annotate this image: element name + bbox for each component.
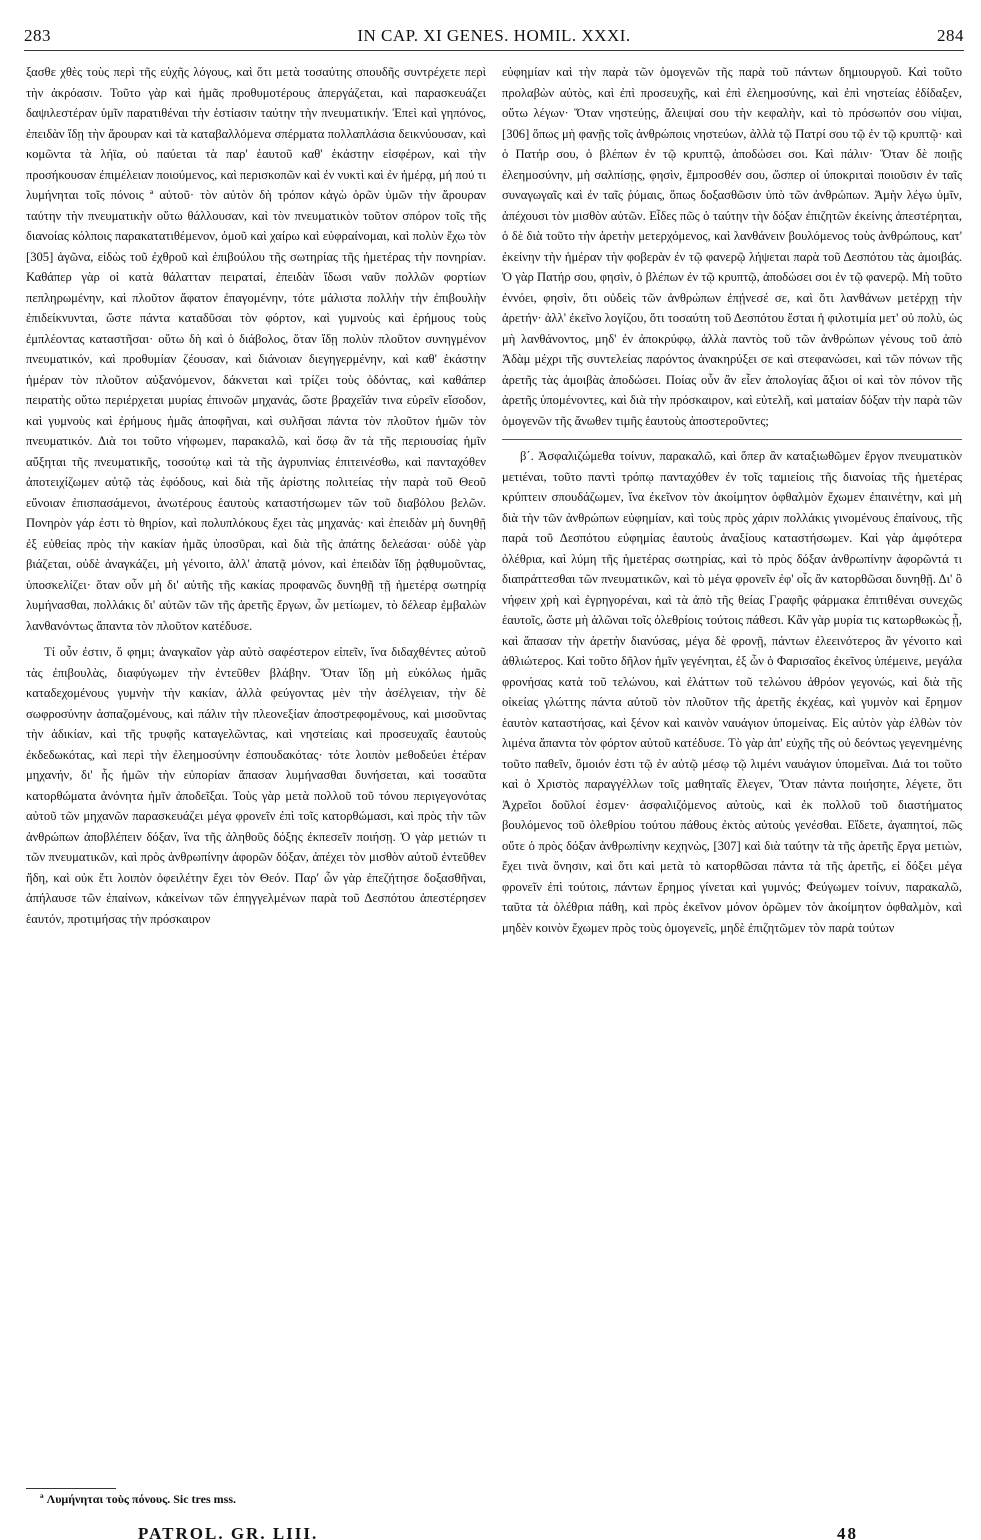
footnote-rule	[26, 1488, 116, 1489]
left-column	[26, 62, 486, 935]
running-header	[24, 26, 964, 50]
footnote: ª Λυμήνηται τοὺς πόνους. Sic tres mss.	[40, 1492, 236, 1506]
right-paragraph-2: β΄. Ἀσφαλιζώμεθα τοίνυν, παρακαλῶ, καὶ ὅπερ ἂν καταξιωθῶμεν ἔργον πνευματικὸν μετιέναι, τοῦτο παντὶ τρόπῳ πανταχόθεν ἐν τοῖς ταμιείοις τῆς διανοίας τῆς ἡμετέρας κρύπτειν σπουδάζωμεν, ἵνα ἐκεῖνον τὸν ἀκοίμητον ὀφθαλμὸν ἔχωμεν ἐπαινέτην, καὶ μὴ διὰ τὴν τῶν ἀνθρώπων εὐφημίαν, καὶ τοὺς πρὸς χάριν πολλάκις γινομένους ἐπαίνους, τῆς παρὰ τοῦ Δεσπότου εὐφημίας ἑαυτοὺς ἀναξίους καταστήσωμεν. Καὶ γὰρ ἀμφότερα ὀλέθρια, καὶ λύμη τῆς ἡμετέρας σωτηρίας, καὶ τὸ πρὸς δόξαν ἀνθρωπίνην ἀφορῶντά τι διαπράττεσθαι τῶν πνευματικῶν, καὶ τὸ μέγα φρονεῖν ἐφ' οἷς ἂν κατορθῶσαι δυνηθῇ. Δι' ὃ νήφειν χρὴ καὶ ἐγρηγορέναι, καὶ τὰ ἀπὸ τῆς θείας Γραφῆς φάρμακα ἐπιτιθέναι συνεχῶς ἑαυτοῖς, ὥστε μὴ ἁλῶναι τοῖς ὀλεθρίοις τούτοις πάθεσι. Κἂν γὰρ μυρία τις κατωρθωκὼς ᾖ, καὶ ἅπασαν τὴν ἀρετὴν διανύσας, μέγα δὲ φρονῇ, πάντων ἐλεεινότερος ἂν γένοιτο καὶ ἀθλιώτερος. Καὶ τοῦτο δῆλον ἡμῖν γεγένηται, ἐξ ὧν ὁ Φαρισαῖος ἐκεῖνος ὑπέμεινε, μεγάλα φρονήσας κατὰ τοῦ τελώνου, καὶ ἐλάττων τοῦ τελώνου ἀθρόον γεγονώς, καὶ διὰ τῆς οἰκείας γλώττης πάντα αὐτοῦ τὸν πλοῦτον τῆς ἀρετῆς ἐκχέας, καὶ γυμνὸν καὶ ἔρημον ἑαυτὸν καταστήσας, καὶ ξένον καὶ καινὸν ναυάγιον ὑπομείνας. Εἰς αὐτὸν γὰρ ἐλθὼν τὸν λιμένα ἅπαντα τὸν φόρτον αὐτοῦ κατέδυσε. Τὸ γὰρ ἀπ' εὐχῆς τῆς οὐ δεόντως γεγενημένης τοῦτο παθεῖν, ὅμοιόν ἐστι τῷ ἐν αὐτῷ μέσῳ τῷ λιμένι ναυάγιον ὑπομεῖναι. Διά τοι τοῦτο καὶ ὁ Χριστὸς παραγγέλλων τοῖς μαθηταῖς ἔλεγεν, Ὅταν πάντα ποιήσητε, λέγετε, ὅτι Ἀχρεῖοι δοῦλοί ἐσμεν· ἀσφαλιζόμενος αὐτοὺς, καὶ ἐκ πολλοῦ τοῦ διαστήματος βουλόμενος τοῦ ὀλεθρίου τούτου πάθους ἐκτὸς αὐτοὺς γενέσθαι. Εἴδετε, ἀγαπητοί, πῶς οὔτε ὁ πρὸς δόξαν ἀνθρωπίνην κεχηνὼς, [307] καὶ διὰ ταύτην τὰ τῆς ἀρετῆς ἔργα μετιὼν, ἔχει τινὰ ὄνησιν, καὶ ὅτι καὶ μετὰ τὸ κατορθῶσαι πάντα τὰ τῆς ἀρετῆς, εἰ δόξει μέγα φρονεῖν ἐπὶ τούτοις, πάντων ἔρημος γίνεται καὶ γυμνός; Φεύγωμεν τοίνυν, παρακαλῶ, ταῦτα τὰ ὀλέθρια πάθη, καὶ πρὸς ἐκεῖνον μόνον ὁρῶμεν τὸν ἀκοίμητον ὀφθαλμὸν, καὶ μηδὲν κοινὸν ἔχωμεν πρὸς τοὺς ὁμογενεῖς, μηδὲ ἐπιζητῶμεν τὸν παρὰ τούτων	[502, 439, 962, 938]
right-page-number: 284	[937, 26, 964, 45]
right-column	[502, 62, 962, 944]
footer-series: PATROL. GR. LIII.	[138, 1524, 319, 1540]
left-paragraph-2: Τί οὖν ἐστιν, ὅ φημι; ἀναγκαῖον γὰρ αὐτὸ σαφέστερον εἰπεῖν, ἵνα διδαχθέντες αὐτοῦ τὰς ἐπιβουλὰς, διαφύγωμεν τὴν ἐντεῦθεν βλάβην. Ὅταν ἴδῃ μὴ εὐκόλως ἡμᾶς καταδεχομένους γυμνὴν τὴν κακίαν, ἀλλὰ φεύγοντας μὲν τὴν ἀσέλγειαν, τὴν δὲ σωφροσύνην ἀσπαζομένους, καὶ πάλιν τὴν πλεονεξίαν ἀποστρεφομένους, καὶ μισοῦντας τὴν ἀδικίαν, καὶ τῆς τρυφῆς καταγελῶντας, καὶ νηστείαις καὶ προσευχαῖς ἑαυτοὺς ἐκδεδωκότας, καὶ περὶ τὴν ἐλεημοσύνην ἐσπουδακότας· τότε λοιπὸν μεθοδεύει ἑτέραν μηχανήν, δι' ἧς ἡμῶν τὴν εὐπορίαν ἅπασαν λυμήνασθαι δυνήσεται, καὶ τοσαῦτα κατορθώματα ἀνόνητα ἡμῖν ἀποδεῖξαι. Τοὺς γὰρ μετὰ πολλοῦ τοῦ τόνου περιγεγονότας αὐτοῦ τῶν μηχανῶν παρασκευάζει μέγα φρονεῖν ἐπὶ τοῖς κατορθώμασι, καὶ πρὸς τὴν τῶν ἀνθρώπων ἀποβλέπειν δόξαν, ἵνα τῆς ἀληθοῦς δόξης ἐκπεσεῖν ποιήσῃ. Ὁ γὰρ μετιών τι τῶν πνευματικῶν, καὶ πρὸς ἀνθρωπίνην ἀφορῶν δόξαν, ἀπέχει τὸν μισθὸν αὐτοῦ ἐντεῦθεν ἤδη, καὶ οὐκ ἔτι λοιπὸν ὀφειλέτην ἔχει τὸν Θεόν. Παρ' ὧν γὰρ ἐπεζήτησε δοξασθῆναι, ἀπήλαυσε τῶν ἐπαίνων, κἀκείνων τῶν ἐπηγγελμένων παρὰ τοῦ Δεσπότου ἀπεστέρησεν ἑαυτόν, προτιμήσας τὴν πρόσκαιρον	[26, 645, 486, 926]
right-paragraph-1: εὐφημίαν καὶ τὴν παρὰ τῶν ὁμογενῶν τῆς παρὰ τοῦ πάντων δημιουργοῦ. Καὶ τοῦτο προλαβὼν αὐτὸς, καὶ ἐπὶ προσευχῆς, καὶ ἐπὶ ἐλεημοσύνης, καὶ ἐπὶ νηστείας ἐδίδαξεν, οὕτω λέγων· Ὅταν νηστεύῃς, ἄλειψαί σου τὴν κεφαλὴν, καὶ τὸ πρόσωπόν σου νίψαι, [306] ὅπως μὴ φανῇς τοῖς ἀνθρώποις νηστεύων, ἀλλὰ τῷ Πατρί σου τῷ ἐν τῷ κρυπτῷ· καὶ ὁ Πατήρ σου, ὁ βλέπων ἐν τῷ κρυπτῷ, ἀποδώσει σοι. Καὶ πάλιν· Ὅταν δὲ ποιῇς ἐλεημοσύνην, μὴ σαλπίσῃς, φησὶν, ἔμπροσθέν σου, ὥσπερ οἱ ὑποκριταὶ ποιοῦσιν ἐν ταῖς συναγωγαῖς καὶ ἐν ταῖς ῥύμαις, ὅπως δοξασθῶσιν ὑπὸ τῶν ἀνθρώπων. Ἀμὴν λέγω ὑμῖν, ἀπέχουσι τὸν μισθὸν αὐτῶν. Εἶδες πῶς ὁ ταύτην τὴν δόξαν ἐπιζητῶν ἐκείνης ἀπεστέρηται, ὁ δὲ διὰ τοῦτο τὴν ἀρετὴν μετερχόμενος, καὶ λανθάνειν βουλόμενος τοὺς ἀνθρώπους, κατ' ἐκείνην τὴν ἡμέραν τὴν φοβερὰν ἐν τῷ φανερῷ λήψεται παρὰ τοῦ Δεσπότου τὰς ἀμοιβάς. Ὁ γὰρ Πατήρ σου, φησὶν, ὁ βλέπων ἐν τῷ κρυπτῷ, ἀποδώσει σοι ἐν τῷ φανερῷ. Μὴ τοῦτο ἐννόει, φησὶν, ὅτι οὐδεὶς τῶν ἀνθρώπων ἐπῄνεσέ σε, καὶ ὅτι λανθάνων μετέρχῃ τὴν ἀρετήν· ἀλλ' ἐκεῖνο λογίζου, ὅτι τοσαύτη τοῦ Δεσπότου ἔσται ἡ φιλοτιμία μετ' οὐ πολὺ, ὡς μὴ λανθάνοντος, μηδ' ἐν ἀποκρύφῳ, ἀλλὰ παντὸς τοῦ τῶν ἀνθρώπων γένους τοῦ ἀπὸ Ἀδὰμ μέχρι τῆς συντελείας παρόντος ἀνακηρύξει σε καὶ στεφανώσει, καὶ τῶν πόνων τῆς ἀρετῆς τὰς ἀμοιβὰς ἀποδώσει. Ποίας οὖν ἂν εἶεν ἀπολογίας ἄξιοι οἱ καὶ τὸν πόνον τῆς ἀρετῆς ὑπομένοντες, καὶ διὰ τὴν πρόσκαιρον, καὶ εὐτελῆ, καὶ ματαίαν δόξαν τὴν παρὰ τῶν ὁμογενῶν τῆς ἄνωθεν τιμῆς ἑαυτοὺς ἀποστεροῦντες;	[502, 65, 962, 428]
header-rule	[24, 50, 964, 51]
left-page-number: 283	[24, 26, 51, 45]
footer-signature: 48	[837, 1524, 858, 1540]
page-footer	[138, 1524, 858, 1540]
left-paragraph-1: ξασθε χθὲς τοὺς περὶ τῆς εὐχῆς λόγους, καὶ ὅτι μετὰ τοσαύτης σπουδῆς συντρέχετε περὶ τὴν ἀκρόασιν. Τοῦτο γὰρ καὶ ἡμᾶς προθυμοτέρους ἀπεργάζεται, καὶ παρασκευάζει δαψιλεστέραν ὑμῖν παρατιθέναι τὴν ἑστίασιν ταύτην τὴν πνευματικήν. Ἐπεὶ καὶ γηπόνος, ἐπειδὰν ἴδῃ τὴν ἄρουραν καὶ τὰ καταβαλλόμενα σπέρματα πολλαπλάσια δεικνύουσαν, καὶ κομῶντα τὰ λήϊα, οὐ παύεται τὰ παρ' ἑαυτοῦ καθ' ἑκάστην εἰσφέρων, καὶ τὴν προσήκουσαν ἐπιμέλειαν ποιούμενος, καὶ περισκοπῶν καὶ ἐν νυκτὶ καὶ ἐν ἡμέρᾳ, μή πού τι λυμήνηται τοῖς πόνοις ª αὐτοῦ· τὸν αὐτὸν δὴ τρόπον κἀγὼ ὁρῶν ὑμῶν τὴν ἄρουραν ταύτην τὴν πνευματικὴν οὕτω θάλλουσαν, καὶ τὸν πνευματικὸν τοῦτον σπόρον τοῖς τῆς διανοίας κόλποις παρακατατιθέμενον, ὁμοῦ καὶ χαίρω καὶ εὐφραίνομαι, καὶ πολὺν ἔχω τὸν [305] ἀγῶνα, εἰδὼς τοῦ ἐχθροῦ καὶ ἐπιβούλου τῆς σωτηρίας τῆς ἡμετέρας τὴν πονηρίαν. Καθάπερ γὰρ οἱ κατὰ θάλατταν πειραταί, ἐπειδὰν ἴδωσι ναῦν πολλῶν φορτίων πεπληρωμένην, καὶ πλοῦτον ἄφατον ἐπαγομένην, τότε μάλιστα πολλὴν τὴν ἐπιβουλὴν ἐπιδείκνυνται, ὥστε πάντα καταδῦσαι τὸν φόρτον, καὶ γυμνοὺς καὶ ἐρήμους τοὺς ἐμπλέοντας καταστῆσαι· οὕτω δὴ καὶ ὁ διάβολος, ὅταν ἴδῃ πολὺν πλοῦτον συνηγμένον πνευματικόν, καὶ προθυμίαν ζέουσαν, καὶ διάνοιαν διεγηγερμένην, καὶ καθ' ἑκάστην ἡμέραν τὸν πλοῦτον αὐξανόμενον, δάκνεται καὶ τρίζει τοὺς ὀδόντας, καὶ καθάπερ πειρατὴς οὕτω περιέρχεται μυρίας ἐπινοῶν μηχανάς, ὥστε βραχεῖάν τινα εὑρεῖν εἴσοδον, καὶ γυμνοὺς καὶ ἐρήμους ἡμᾶς ἀποφῆναι, καὶ συλῆσαι πάντα τὸν πλοῦτον ἡμῶν τὸν πνευματικόν. Διὰ τοι τοῦτο νήφωμεν, παρακαλῶ, καὶ ὅσῳ ἂν τὰ τῆς περιουσίας ἡμῖν αὔξηται τῆς πνευματικῆς, τοσούτῳ καὶ τὰ τῆς ἀγρυπνίας ἐπιτεινέσθω, καὶ πανταχόθεν ἀποτειχίζωμεν αὐτῷ τὰς ἐφόδους, καὶ διὰ τῆς ἀρίστης πολιτείας τὴν παρὰ τοῦ Θεοῦ εὔνοιαν ἐπισπασάμενοι, ἀνωτέρους ἑαυτοὺς καταστήσωμεν τῶν τοῦ διαβόλου βελῶν. Πονηρὸν γάρ ἐστι τὸ θηρίον, καὶ πολυπλόκους ἔχει τὰς μηχανάς· καὶ ἐπειδὰν μὴ δυνηθῇ ἐξ εὐθείας πρὸς τὴν κακίαν ἡμᾶς ὑποσῦραι, καὶ διὰ τῆς ἀπάτης δελεάσαι· οὐδὲ γὰρ βιάζεται, οὐδὲ ἀναγκάζει, μὴ γένοιτο, ἀλλ' ἀπατᾷ μόνον, καὶ ἐπειδὰν ἴδῃ ῥᾳθυμοῦντας, ὑποσκελίζει· ὅταν οὖν μὴ δι' αὐτῆς τῆς κακίας προφανῶς δυνηθῇ τῇ ἡμετέρᾳ σωτηρίᾳ λυμήνασθαι, πολλάκις δι' αὐτῶν τῶν τῆς ἀρετῆς ἔργων, ὧν μετίωμεν, τὸ δέλεαρ ἐμβαλὼν λανθανόντως ἅπαντα τὸν πλοῦτον κατέδυσε.	[26, 65, 486, 633]
running-title: IN CAP. XI GENES. HOMIL. XXXI.	[357, 26, 631, 45]
